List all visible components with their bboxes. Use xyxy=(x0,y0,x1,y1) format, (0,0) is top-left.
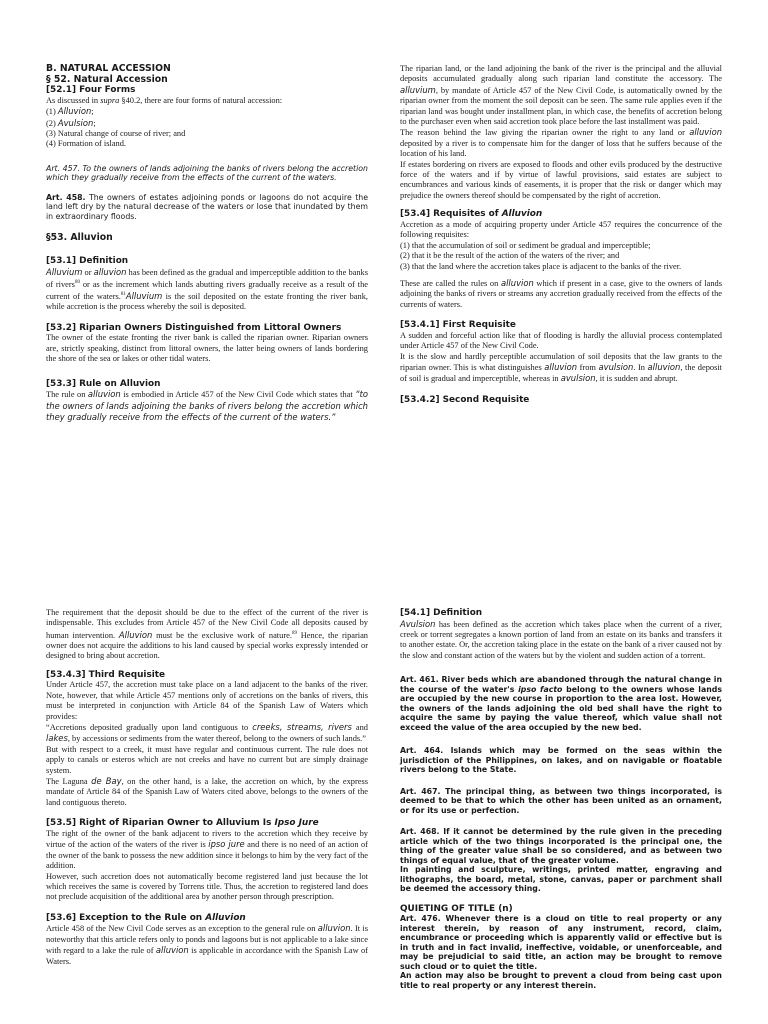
article-458: Art. 458. The owners of estates adjoining ponds or lagoons do not acquire the land left dry by the natural decrease of the waters or lose that inundated by them in extraordinary floods. xyxy=(46,192,368,221)
definition-paragraph: Alluvium or alluvion has been defined as the gradual and imperceptible addition to the banks of rivers$^{80}$ or as the increment which lands abutting rivers gradually receive as a result of the current of the waters.$^{81}$Alluvium is the soil deposited on the estate fronting the river bank, while accretion is the process whereby the soil is deposited. xyxy=(46,266,369,312)
reason-paragraph: The reason behind the law giving the riparian owner the right to any land or alluvion deposited by a river is to compensate him for the danger of loss that he suffers because of the location of his land. xyxy=(400,127,722,159)
third-requisite-paragraph: Under Article 457, the accretion must take place on a land adjacent to the banks of the river. Note, however, that while Article 457 mentions only of accretions on the banks of rivers, this must be interpreted in conjunction with Article 84 of the Spanish Law of Waters which provides: xyxy=(46,680,368,721)
article-464: Art. 464. Islands which may be formed on the seas within the jurisdiction of the Philippines, on lakes, and on navigable or floatable rivers belong to the State. xyxy=(400,746,722,775)
heading-section-53: §53. Alluvion xyxy=(46,232,113,244)
heading-natural-accession: B. NATURAL ACCESSION xyxy=(46,63,171,74)
exception-paragraph: Article 458 of the New Civil Code serves as an exception to the general rule on alluvion. It is noteworthy that this article refers only to ponds and lagoons but is not applicable to a lake since with regard to a lake the rule of alluvion is applicable in accordance with the Spanish Law of Waters. xyxy=(46,923,369,966)
list-item: (4) Formation of island. xyxy=(46,139,127,149)
list-item: (1) that the accumulation of soil or sediment be gradual and imperceptible; xyxy=(400,240,651,250)
column-top-left xyxy=(46,64,368,423)
list-item: (3) that the land where the accretion takes place is adjacent to the banks of the river. xyxy=(400,261,682,271)
article-476: Art. 476. Whenever there is a cloud on title to real property or any interest therein, by reason of any instrument, record, claim, encumbrance or proceeding which is apparently valid or effective but is in truth and in fact invalid, ineffective, voidable, or unenforceable, and may be prejudicial to said title, an action may be brought to remove such cloud or to quiet the title. xyxy=(400,914,722,971)
heading-53-4: [53.4] Requisites of Alluvion xyxy=(400,209,543,220)
list-item: (2) Avulsion; xyxy=(46,117,96,128)
heading-53-3: [53.3] Rule on Alluvion xyxy=(46,378,161,389)
list-item: (3) Natural change of course of river; and xyxy=(46,129,186,138)
ipso-jure-paragraph: The right of the owner of the bank adjacent to rivers to the accretion which they receive by virtue of the action of the waters of the river is ipso jure and there is no need of an action of the owner of the bank to possess the new addition since it belongs to him by the very fact of the addition. xyxy=(46,828,368,871)
article-457: Art. 457. To the owners of lands adjoining the banks of rivers belong the accretion which they gradually receive from the effects of the current of the waters. xyxy=(46,163,368,183)
list-item: (1) Alluvion; xyxy=(46,106,94,117)
heading-section-52: § 52. Natural Accession xyxy=(46,73,168,85)
distinction-paragraph: It is the slow and hardly perceptible accumulation of soil deposits that the law grants to the riparian owner. This is what distinguishes alluvion from avulsion. In alluvion, the deposit of soil is gradual and imperceptible, whereas in avulsion, it is sudden and abrupt. xyxy=(400,351,722,384)
first-requisite-paragraph: A sudden and forceful action like that of flooding is hardly the alluvial process contemplated under Article 457 of the New Civil Code. xyxy=(400,330,722,351)
riparian-paragraph: The owner of the estate fronting the river bank is called the riparian owner. Riparian owners are, strictly speaking, distinct from littoral owners, the latter being owners of lands bordering the shore of the sea or lakes or other tidal waters. xyxy=(46,333,368,364)
estates-paragraph: If estates bordering on rivers are exposed to floods and other evils produced by the destructive force of the waters and if by virtue of lawful provisions, said estates are subject to encumbrances and various kinds of easements, it is proper that the risk or danger which may prejudice the owners thereof should be compensated by the right of accretion. xyxy=(400,159,722,200)
heading-53-4-3: [53.4.3] Third Requisite xyxy=(46,669,166,680)
column-top-right xyxy=(400,64,722,405)
intro-paragraph: As discussed in supra §40.2, there are four forms of natural accession: xyxy=(46,95,283,105)
deposit-paragraph: The requirement that the deposit should be due to the effect of the current of the river is indispensable. This excludes from Article 457 of the New Civil Code all deposits caused by human intervention. Alluvion must be the exclusive work of nature.$^{89}$ Hence, the riparian owner does not acquire the additions to his land caused by special works expressly intended or designed to bring about accretion. xyxy=(46,608,368,661)
requisites-paragraph: Accretion as a mode of acquiring property under Article 457 requires the concurrence of the following requisites: xyxy=(400,219,722,240)
article-467: Art. 467. The principal thing, as between two things incorporated, is deemed to be that to which the other has been united as an ornament, or for its use or perfection. xyxy=(400,786,722,815)
laguna-paragraph: The Laguna de Bay, on the other hand, is a lake, the accretion on which, by the express mandate of Article 84 of the Spanish Law of Waters cited above, belongs to the owners of the land contiguous thereto. xyxy=(46,776,368,807)
heading-53-6: [53.6] Exception to the Rule on Alluvion xyxy=(46,912,246,923)
spanish-law-quote: “Accretions deposited gradually upon land contiguous to creeks, streams, rivers and lakes, by accessions or sediments from the water thereof, belong to the owners of such lands.” xyxy=(46,722,368,744)
heading-53-1: [53.1] Definition xyxy=(46,255,129,266)
creek-paragraph: But with respect to a creek, it must have regular and continuous current. The rule does not apply to canals or esteros which are not creeks and have no current but are simply drainage system. xyxy=(46,744,368,775)
heading-53-5: [53.5] Right of Riparian Owner to Alluvium Is Ipso Jure xyxy=(46,818,319,829)
avulsion-definition: Avulsion has been defined as the accretion which takes place when the current of a river, creek or torrent segregates a known portion of land from an estate on its banks and transfers it to another estate. Or, the accretion taking place in the estate on the bank of a river caused not by the slow and constant action of the waters but by the violent and sudden action of a torrent. xyxy=(400,618,722,660)
heading-53-2: [53.2] Riparian Owners Distinguished from Littoral Owners xyxy=(46,322,342,333)
rule-paragraph: The rule on alluvion is embodied in Article 457 of the New Civil Code which states that “to the owners of lands adjoining the banks of rivers belong the accretion which they gradually receive from the effects of the current of the waters.” xyxy=(46,389,368,422)
heading-quieting-of-title: QUIETING OF TITLE (n) xyxy=(400,903,513,914)
heading-53-4-1: [53.4.1] First Requisite xyxy=(400,320,516,331)
torrens-paragraph: However, such accretion does not automatically become registered land just because the lot which receives the same is covered by Torrens title. Thus, the accretion to registered land does not preclude acquisition of the additional area by another person through prescription. xyxy=(46,871,368,902)
column-bottom-left xyxy=(46,608,368,967)
article-476-paragraph-2: An action may also be brought to prevent a cloud from being cast upon title to real property or any interest therein. xyxy=(400,971,722,990)
column-bottom-right xyxy=(400,608,722,990)
list-item: (2) that it be the result of the action of the waters of the river; and xyxy=(400,251,620,261)
article-468: Art. 468. If it cannot be determined by the rule given in the preceding article which of the two things incorporated is the principal one, the thing of the greater value shall be so considered, and as between two things of equal value, that of the greater volume. xyxy=(400,827,722,865)
article-461: Art. 461. River beds which are abandoned through the natural change in the course of the water's ipso facto belong to the owners whose lands are occupied by the new course in proportion to the area lost. However, the owners of the lands adjoining the old bed shall have the right to acquire the same by paying the value thereof, which value shall not exceed the value of the area occupied by the new bed. xyxy=(400,675,722,732)
riparian-land-paragraph: The riparian land, or the land adjoining the bank of the river is the principal and the alluvial deposits accumulated gradually along such riparian land constitute the accessory. The alluvium, by mandate of Article 457 of the New Civil Code, is automatically owned by the riparian owner from the moment the soil deposit can be seen. The same rule applies even if the riparian land was bought under installment plan, in which case, the benefits of accretion belong to the purchaser even when said accretion took place before the last installment was paid. xyxy=(400,64,722,127)
rules-paragraph: These are called the rules on alluvion which if present in a case, give to the owners of lands adjoining the banks of rivers or streams any accretion gradually received from the effects of the currents of waters. xyxy=(400,277,723,309)
article-468-paragraph-2: In painting and sculpture, writings, printed matter, engraving and lithographs, the board, metal, stone, canvas, paper or parchment shall be deemed the accessory thing. xyxy=(400,865,722,894)
heading-53-4-2: [53.4.2] Second Requisite xyxy=(400,394,530,405)
page-bottom xyxy=(0,512,768,1024)
heading-54-1: [54.1] Definition xyxy=(400,608,483,618)
heading-52-1: [52.1] Four Forms xyxy=(46,85,136,96)
